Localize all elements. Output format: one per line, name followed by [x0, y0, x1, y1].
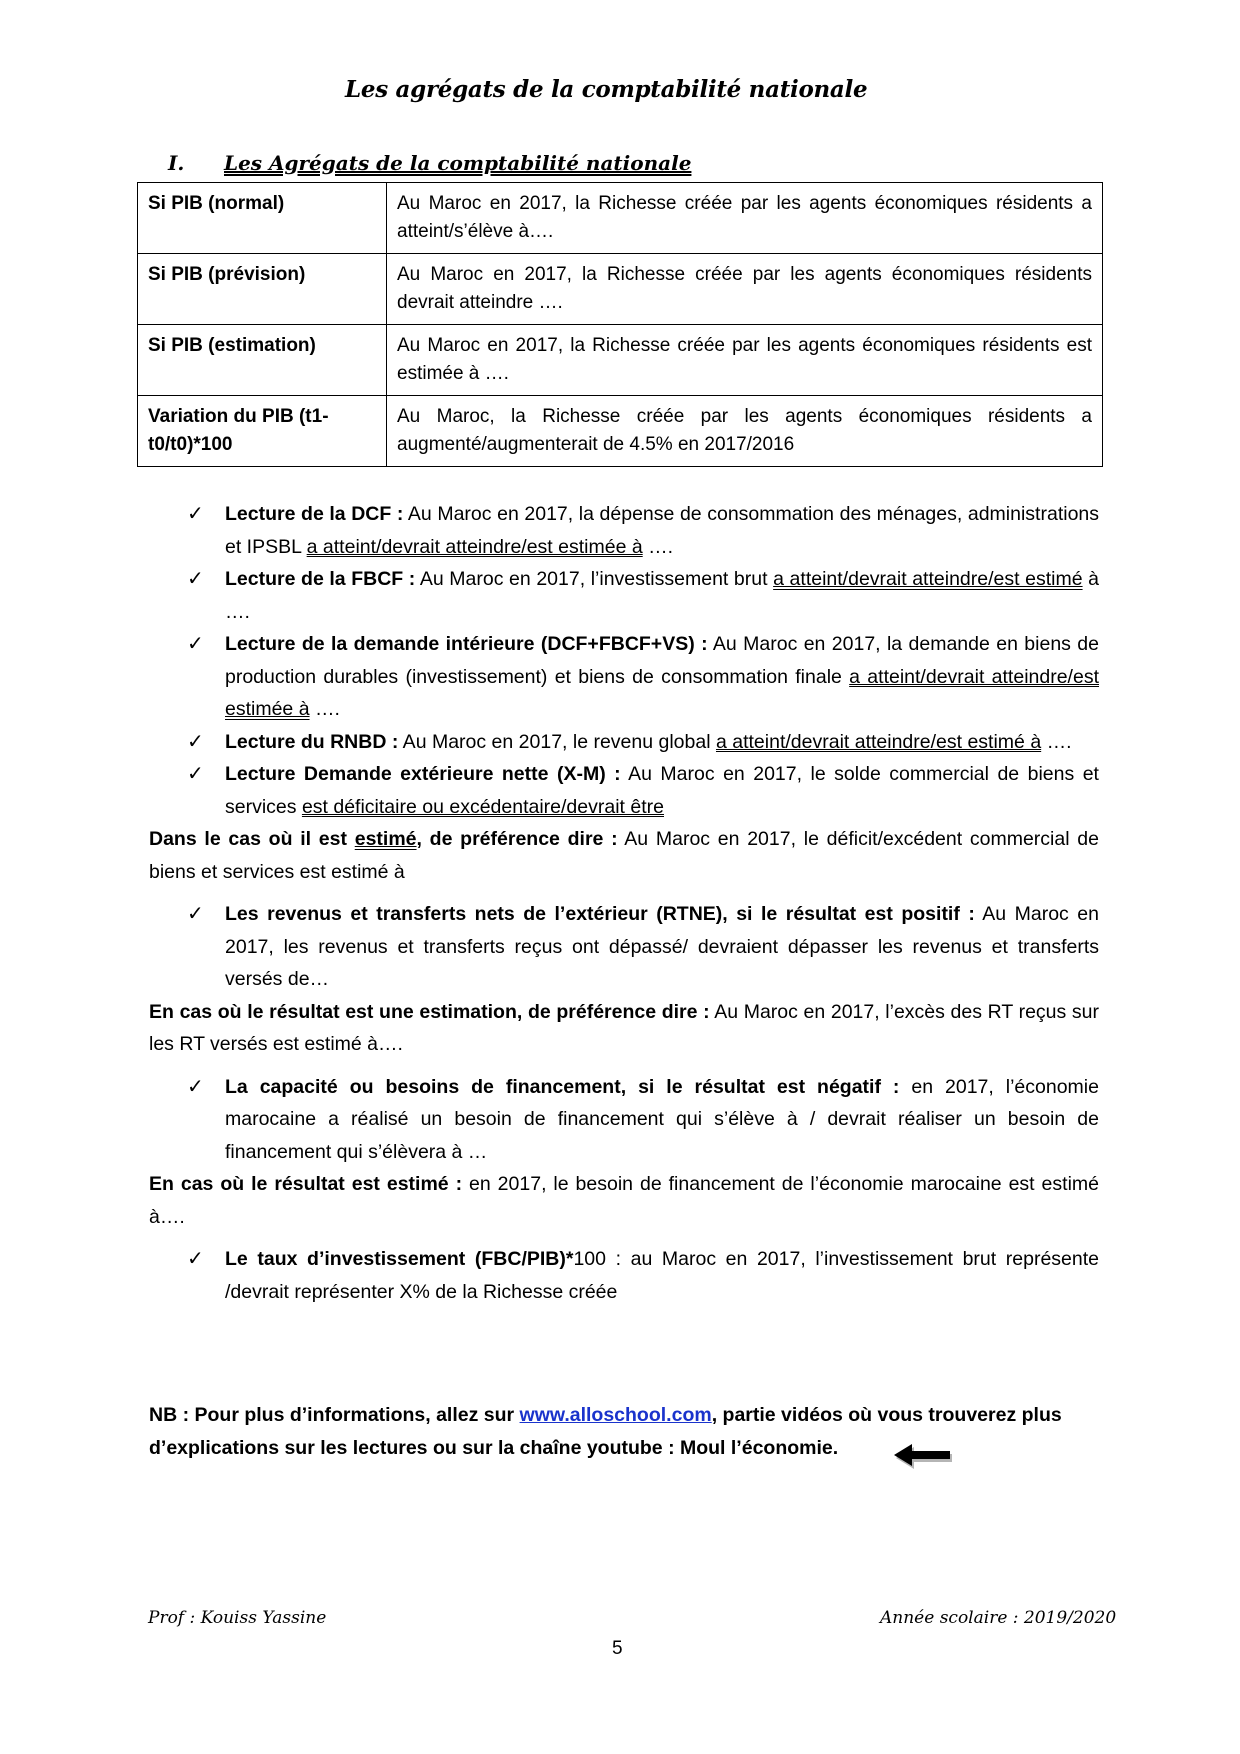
list-item — [149, 726, 1099, 759]
list-item — [149, 563, 1099, 628]
item-title: Lecture de la DCF : — [225, 503, 404, 525]
item-end: …. — [309, 698, 340, 720]
item-text: Au Maroc en 2017, l’investissement brut — [415, 568, 774, 590]
para-text: en 2017, le besoin de financement de l’économie marocaine est estimé à…. — [149, 1173, 1099, 1228]
list-item — [149, 898, 1099, 996]
table-row — [138, 183, 1103, 254]
para-text: Au Maroc en 2017, le déficit/excédent commercial de biens et services est estimé à — [149, 828, 1099, 883]
item-title: La capacité ou besoins de financement, si le résultat est négatif : — [225, 1075, 900, 1098]
checkmark-icon: ✓ — [187, 503, 204, 525]
footer-school-year: Année scolaire : 2019/2020 — [880, 1608, 1117, 1628]
nb-note — [149, 1399, 1099, 1464]
item-text: 100 : au Maroc en 2017, l’investissement brut représente /devrait représenter X% de la Richesse créée — [225, 1248, 1099, 1303]
table-label: Si PIB (estimation) — [138, 325, 387, 396]
checkmark-icon: ✓ — [187, 568, 204, 590]
table-row — [138, 396, 1103, 467]
item-title: Lecture Demande extérieure nette (X-M) : — [225, 763, 621, 785]
list-item — [149, 1243, 1099, 1308]
para-bold: En cas où le résultat est estimé : — [149, 1173, 463, 1195]
item-title: Lecture de la FBCF : — [225, 568, 416, 590]
readings-content — [149, 498, 1099, 1308]
table-text: Au Maroc en 2017, la Richesse créée par les agents économiques résidents est estimée à …. — [387, 325, 1103, 396]
item-text: Au Maroc en 2017, la demande en biens de production durables (investissement) et biens de consommation finale — [225, 633, 1099, 688]
table-text: Au Maroc, la Richesse créée par les agents économiques résidents a augmenté/augmenterait de 4.5% en 2017/2016 — [387, 396, 1103, 467]
item-title: Lecture de la demande intérieure (DCF+FBCF+VS) : — [225, 633, 708, 655]
table-row — [138, 254, 1103, 325]
item-text: Au Maroc en 2017, les revenus et transferts reçus ont dépassé/ devraient dépasser les revenus et transferts versés de… — [225, 903, 1099, 990]
item-underlined: a atteint/devrait atteindre/est estimée à — [225, 665, 1099, 720]
table-row — [138, 325, 1103, 396]
para-bold: En cas où le résultat est une estimation, de préférence dire : — [149, 1000, 710, 1023]
list-item — [149, 758, 1099, 823]
page-number: 5 — [612, 1638, 623, 1659]
checkmark-icon: ✓ — [187, 1075, 204, 1098]
document-title: Les agrégats de la comptabilité nationale — [345, 76, 868, 103]
table-text: Au Maroc en 2017, la Richesse créée par les agents économiques résidents a atteint/s’élève à…. — [387, 183, 1103, 254]
aggregates-table — [137, 182, 1103, 467]
checkmark-icon: ✓ — [187, 1248, 204, 1270]
checkmark-icon: ✓ — [187, 763, 204, 785]
nb-text: NB : Pour plus d’informations, allez sur — [149, 1404, 520, 1426]
item-text: Au Maroc en 2017, le revenu global — [398, 730, 716, 753]
paragraph — [149, 1168, 1099, 1233]
table-text: Au Maroc en 2017, la Richesse créée par les agents économiques résidents devrait atteindre …. — [387, 254, 1103, 325]
item-title: Lecture du RNBD : — [225, 730, 399, 753]
nb-text: , partie vidéos où vous trouverez plus d’explications sur les lectures ou sur la chaîne youtube : Moul l’économie. — [149, 1404, 1062, 1459]
section-title: Les Agrégats de la comptabilité nationale — [224, 151, 692, 175]
table-label: Si PIB (prévision) — [138, 254, 387, 325]
item-end: …. — [642, 535, 674, 558]
list-item — [149, 498, 1099, 563]
list-item — [149, 628, 1099, 726]
table-label: Variation du PIB (t1-t0/t0)*100 — [138, 396, 387, 467]
item-underlined: a atteint/devrait atteindre/est estimé — [773, 568, 1083, 590]
item-text: Au Maroc en 2017, le solde commercial de biens et services — [225, 763, 1099, 818]
checkmark-icon: ✓ — [187, 903, 204, 925]
item-title: Les revenus et transferts nets de l’extérieur (RTNE), si le résultat est positif : — [225, 903, 975, 925]
section-heading — [168, 151, 691, 175]
paragraph — [149, 823, 1099, 888]
item-title: Le taux d’investissement (FBC/PIB)* — [225, 1248, 574, 1270]
para-bold: Dans le cas où il est — [149, 828, 355, 850]
checkmark-icon: ✓ — [187, 730, 204, 753]
item-text: Au Maroc en 2017, la dépense de consommation des ménages, administrations et IPSBL — [225, 503, 1100, 558]
para-text: Au Maroc en 2017, l’excès des RT reçus sur les RT versés est estimé à…. — [149, 1000, 1099, 1055]
item-end: …. — [1041, 730, 1072, 753]
item-underlined: a atteint/devrait atteindre/est estimée à — [306, 535, 643, 558]
alloschool-link[interactable]: www.alloschool.com — [519, 1404, 712, 1426]
left-arrow-icon — [890, 1440, 954, 1470]
para-bold: , de préférence dire : — [416, 828, 618, 850]
item-underlined: a atteint/devrait atteindre/est estimé à — [715, 730, 1042, 753]
table-label: Si PIB (normal) — [138, 183, 387, 254]
footer-teacher: Prof : Kouiss Yassine — [148, 1608, 327, 1628]
item-text: en 2017, l’économie marocaine a réalisé un besoin de financement qui s’élève à / devrait réaliser un besoin de financement qui s’élèvera à … — [225, 1075, 1099, 1163]
section-number: I. — [168, 151, 185, 175]
item-underlined: est déficitaire ou excédentaire/devrait être — [301, 795, 664, 818]
item-end: à …. — [225, 568, 1099, 623]
list-item — [149, 1071, 1099, 1169]
checkmark-icon: ✓ — [187, 633, 204, 655]
para-bold-underlined: estimé — [354, 828, 417, 850]
paragraph — [149, 996, 1099, 1061]
